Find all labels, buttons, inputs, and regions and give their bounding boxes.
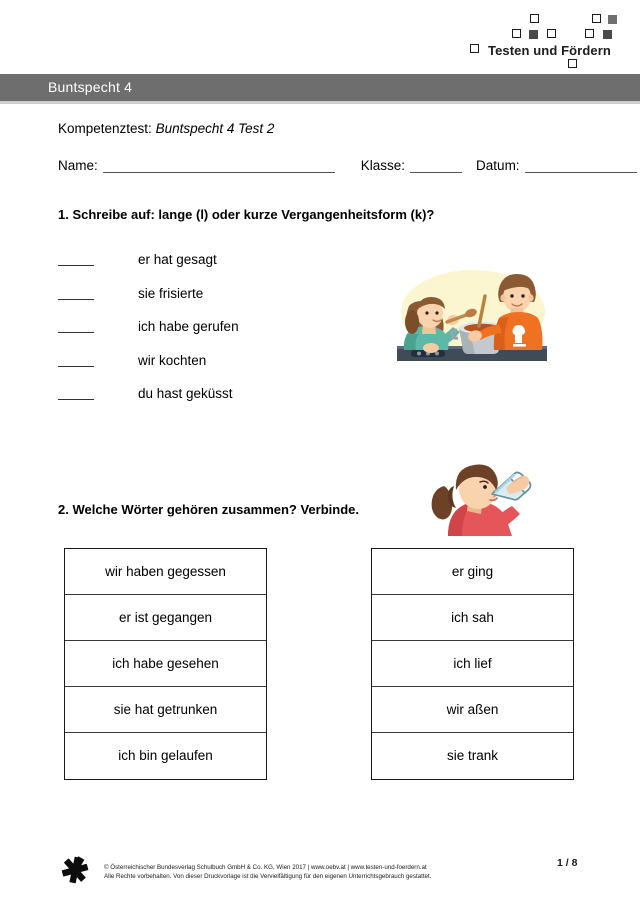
logo-square <box>512 29 521 38</box>
list-item-label: ich habe gerufen <box>138 319 239 334</box>
datum-label: Datum: <box>476 158 520 173</box>
kompetenztest-value: Buntspecht 4 Test 2 <box>155 121 275 136</box>
matching-cell-left[interactable]: sie hat getrunken <box>65 687 266 733</box>
matching-left-column <box>64 548 267 780</box>
logo-square <box>529 30 538 39</box>
question-2-heading: 2. Welche Wörter gehören zusammen? Verbinde. <box>58 502 359 517</box>
copyright-notice <box>104 864 431 881</box>
squares-grid-logo-icon <box>462 6 634 68</box>
answer-blank-input[interactable] <box>58 332 94 333</box>
answer-blank-input[interactable] <box>58 366 94 367</box>
page-title: Buntspecht 4 <box>48 79 133 95</box>
logo-square <box>608 15 617 24</box>
logo-square <box>547 29 556 38</box>
list-item-label: du hast geküsst <box>138 386 233 401</box>
girl-drinking-illustration <box>428 456 536 536</box>
matching-cell-left[interactable]: ich habe gesehen <box>65 641 266 687</box>
logo-square <box>585 29 594 38</box>
answer-blank-input[interactable] <box>58 399 94 400</box>
list-item <box>58 319 358 353</box>
copyright-line-1: © Österreichischer Bundesverlag Schulbuch GmbH & Co. KG, Wien 2017 | www.oebv.at | www.testen-und-foerdern.at <box>104 864 427 871</box>
answer-blank-input[interactable] <box>58 299 94 300</box>
logo-square <box>603 30 612 39</box>
question-1-heading: 1. Schreibe auf: lange (l) oder kurze Vergangenheitsform (k)? <box>58 207 435 222</box>
name-label: Name: <box>58 158 98 173</box>
page-number: 1 / 8 <box>557 857 578 869</box>
brand-logo <box>462 6 634 68</box>
list-item-label: wir kochten <box>138 352 207 368</box>
klasse-label: Klasse: <box>360 158 406 173</box>
matching-cell-left[interactable]: er ist gegangen <box>65 595 266 641</box>
klasse-input[interactable] <box>410 172 462 173</box>
brand-name: Testen und Fördern <box>488 43 611 58</box>
copyright-line-2: Alle Rechte vorbehalten. Von dieser Druckvorlage ist die Vervielfältigung für den eigenen Unterrichtsgebrauch gestattet. <box>104 872 432 880</box>
children-cooking-illustration <box>387 260 557 366</box>
list-item-label: sie frisierte <box>138 285 204 301</box>
question-1-item-list <box>58 252 358 420</box>
list-item <box>58 353 358 387</box>
list-item <box>58 286 358 320</box>
matching-cell-right[interactable]: sie trank <box>446 748 499 763</box>
matching-right-column <box>371 548 574 780</box>
datum-input[interactable] <box>525 172 637 173</box>
logo-square <box>592 14 601 23</box>
kompetenztest-label: Kompetenztest: <box>58 121 152 136</box>
matching-cell-left[interactable]: ich bin gelaufen <box>118 748 213 763</box>
title-bar-shadow <box>0 101 640 104</box>
list-item <box>58 386 358 420</box>
answer-blank-input[interactable] <box>58 265 94 266</box>
student-id-row <box>58 158 637 173</box>
asterisk-burst-logo-icon <box>60 855 90 885</box>
matching-cell-right[interactable]: ich sah <box>372 595 573 641</box>
list-item-label: er hat gesagt <box>138 252 217 267</box>
matching-cell-left[interactable]: wir haben gegessen <box>65 549 266 595</box>
list-item <box>58 252 358 286</box>
matching-cell-right[interactable]: ich lief <box>372 641 573 687</box>
logo-square <box>530 14 539 23</box>
matching-cell-right[interactable]: er ging <box>372 549 573 595</box>
matching-cell-right[interactable]: wir aßen <box>372 687 573 733</box>
name-input[interactable] <box>103 172 335 173</box>
logo-square <box>568 59 577 68</box>
kompetenztest-line <box>58 121 274 136</box>
logo-square <box>470 44 479 53</box>
